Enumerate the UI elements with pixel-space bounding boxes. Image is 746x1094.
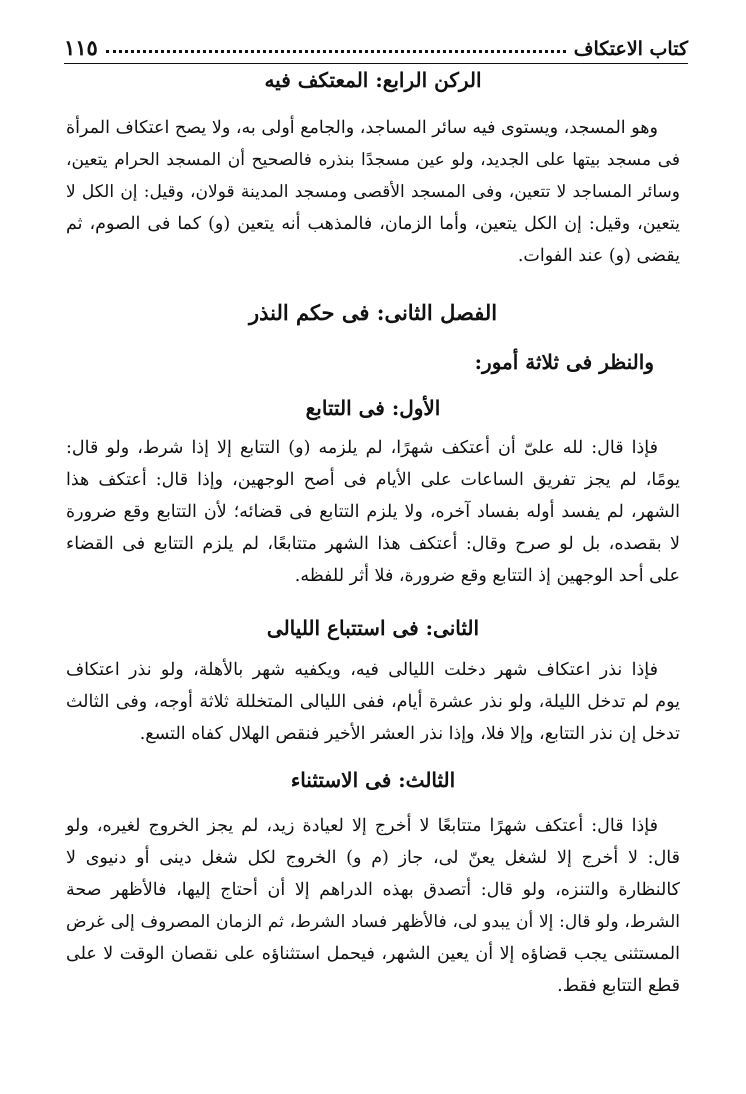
text-line: فى مسجد بيتها على الجديد، ولو عين مسجدًا بنذره فالصحيح أن المسجد الحرام يتعين، <box>66 150 680 170</box>
intro-heading: والنظر فى ثلاثة أمور: <box>474 350 654 374</box>
page-number: ١١٥ <box>64 35 98 60</box>
text-line: وسائر المساجد لا تتعين، وفى المسجد الأقصى ومسجد المدينة قولان، وقيل: إن الكل لا <box>66 182 680 202</box>
section-heading-awwal: الأول: فى التتابع <box>305 396 441 420</box>
paragraph-rukn-rabi <box>66 112 680 272</box>
text-line: يقضى (و) عند الفوات. <box>517 246 680 266</box>
book-title: كتاب الاعتكاف <box>573 38 688 60</box>
text-line: كالنظارة والتنزه، ولو قال: أتصدق بهذه الدراهم إلا أن أحتاج إليها، فالأظهر صحة <box>66 880 680 900</box>
text-line: قطع التتابع فقط. <box>557 976 680 996</box>
text-line: يوم لم تدخل الليلة، ولو نذر عشرة أيام، ففى الليالى المتخللة ثلاثة أوجه، وفى الثالث <box>66 692 680 712</box>
paragraph-thani <box>66 654 680 750</box>
text-line: يومًا، لم يجز تفريق الساعات على الأيام فى أصح الوجهين، وإذا قال: أعتكف هذا <box>66 470 680 490</box>
paragraph-thalith <box>66 810 680 1002</box>
header-rule <box>64 63 688 64</box>
dotted-leader <box>106 50 566 53</box>
text-line: الشهر، لم يفسد أوله بفساد آخره، ولا يلزم التتابع فى قضائه؛ لأن التتابع وقع ضرورة <box>66 502 680 522</box>
section-heading-thalith: الثالث: فى الاستثناء <box>290 768 456 792</box>
paragraph-awwal <box>66 432 680 592</box>
chapter-heading: الفصل الثانى: فى حكم النذر <box>248 300 498 325</box>
text-line: وهو المسجد، ويستوى فيه سائر المساجد، والجامع أولى به، ولا يصح اعتكاف المرأة <box>66 118 658 138</box>
text-line: تدخل إن نذر التتابع، وإلا فلا، وإذا نذر العشر الأخير فنقص الهلال كفاه التسع. <box>139 724 680 744</box>
text-line: لا بقصده، بل لو صرح وقال: أعتكف هذا الشهر متتابعًا، لم يلزم التتابع فى القضاء <box>66 534 680 554</box>
text-line: على أحد الوجهين إذ التتابع وقع ضرورة، فلا أثر للفظه. <box>294 566 680 586</box>
text-line: الشرط، ولو قال: إلا أن يبدو لى، فالأظهر فساد الشرط، ثم الزمان المصروف إلى غرض <box>66 912 680 932</box>
running-header <box>64 30 688 60</box>
section-heading-thani: الثانى: فى استتباع الليالى <box>266 616 480 640</box>
text-line: يتعين، وقيل: إن الكل يتعين، وأما الزمان، فالمذهب أنه يتعين (و) كما فى الصوم، ثم <box>66 214 680 234</box>
text-line: فإذا نذر اعتكاف شهر دخلت الليالى فيه، ويكفيه شهر بالأهلة، ولو نذر اعتكاف <box>66 660 658 680</box>
section-heading-rukn-rabi: الركن الرابع: المعتكف فيه <box>264 68 482 92</box>
text-line: فإذا قال: أعتكف شهرًا متتابعًا لا أخرج إلا لعيادة زيد، لم يجز الخروج لغيره، ولو <box>66 816 658 836</box>
text-line: المستثنى يجب قضاؤه إلا أن يعين الشهر، فيحمل استثناؤه على نقصان الوقت لا على <box>66 944 680 964</box>
text-line: فإذا قال: لله علىّ أن أعتكف شهرًا، لم يلزمه (و) التتابع إلا إذا شرط، ولو قال: <box>66 438 658 458</box>
text-line: قال: لا أخرج إلا لشغل يعنّ لى، جاز (م و) الخروج لكل شغل دينى أو دنيوى لا <box>66 848 680 868</box>
